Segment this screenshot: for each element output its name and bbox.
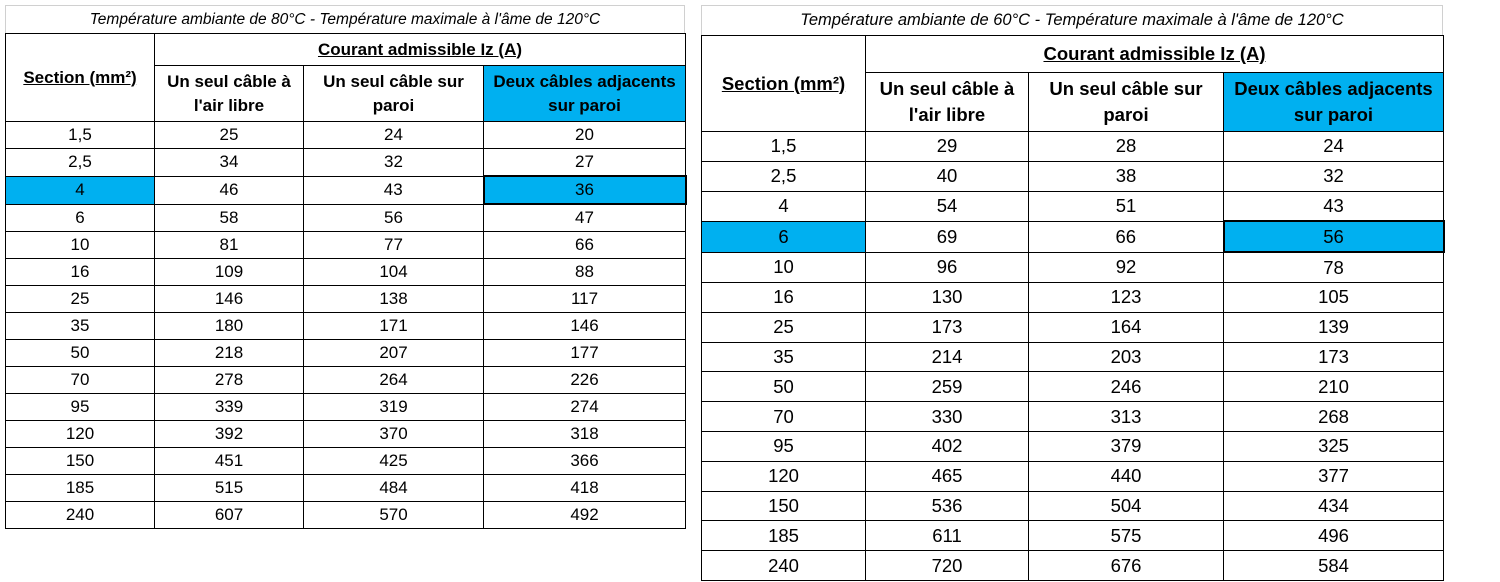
ampacity-cell: 171: [304, 313, 484, 340]
column-header: Deux câbles adjacents sur paroi: [1224, 73, 1444, 132]
ampacity-cell: 28: [1029, 132, 1224, 162]
table-row: [702, 252, 1444, 282]
section-cell: 70: [6, 367, 155, 394]
section-cell: 16: [6, 259, 155, 286]
table-row: [702, 191, 1444, 221]
section-cell: 150: [702, 491, 866, 521]
table-row: [702, 551, 1444, 581]
ampacity-cell: 32: [304, 149, 484, 177]
ampacity-cell: 515: [155, 475, 304, 502]
column-header: Un seul câble à l'air libre: [155, 66, 304, 122]
ampacity-cell: 25: [155, 122, 304, 149]
section-cell: 120: [702, 461, 866, 491]
ampacity-cell: 56: [304, 204, 484, 232]
table-row: [6, 232, 686, 259]
ampacity-cell: 123: [1029, 282, 1224, 312]
section-cell: 240: [702, 551, 866, 581]
table-row: [702, 221, 1444, 252]
column-header: Deux câbles adjacents sur paroi: [484, 66, 686, 122]
ampacity-cell: 66: [1029, 221, 1224, 252]
table-row: [6, 394, 686, 421]
ampacity-cell: 139: [1224, 312, 1444, 342]
ampacity-cell: 32: [1224, 161, 1444, 191]
ampacity-cell: 138: [304, 286, 484, 313]
column-header: Un seul câble sur paroi: [1029, 73, 1224, 132]
table-row: [702, 132, 1444, 162]
ampacity-cell: 584: [1224, 551, 1444, 581]
ampacity-cell: 392: [155, 421, 304, 448]
ampacity-cell: 69: [866, 221, 1029, 252]
ampacity-table: [701, 35, 1445, 581]
section-header: Section (mm²): [6, 34, 155, 122]
table-row: [702, 312, 1444, 342]
ampacity-cell: 418: [484, 475, 686, 502]
ampacity-cell: 278: [155, 367, 304, 394]
ampacity-cell: 180: [155, 313, 304, 340]
ampacity-cell: 81: [155, 232, 304, 259]
table-row: [702, 282, 1444, 312]
table-row: [702, 461, 1444, 491]
ampacity-cell: 377: [1224, 461, 1444, 491]
ampacity-cell: 146: [155, 286, 304, 313]
header-row: [6, 34, 686, 66]
section-cell: 240: [6, 502, 155, 529]
ampacity-cell: 676: [1029, 551, 1224, 581]
section-cell: 25: [702, 312, 866, 342]
ampacity-cell: 173: [1224, 342, 1444, 372]
ampacity-cell: 402: [866, 431, 1029, 461]
group-header: Courant admissible Iz (A): [866, 36, 1444, 73]
ampacity-cell: 88: [484, 259, 686, 286]
section-cell: 2,5: [6, 149, 155, 177]
section-cell: 16: [702, 282, 866, 312]
ampacity-cell: 496: [1224, 521, 1444, 551]
ampacity-cell: 109: [155, 259, 304, 286]
table-row: [702, 342, 1444, 372]
ampacity-cell: 451: [155, 448, 304, 475]
section-cell: 2,5: [702, 161, 866, 191]
table-row: [6, 502, 686, 529]
ampacity-cell: 27: [484, 149, 686, 177]
section-cell: 6: [702, 221, 866, 252]
ampacity-cell: 24: [1224, 132, 1444, 162]
table-row: [702, 521, 1444, 551]
table-row: [702, 402, 1444, 432]
group-header: Courant admissible Iz (A): [155, 34, 686, 66]
table-row: [6, 421, 686, 448]
ampacity-cell: 117: [484, 286, 686, 313]
section-cell: 50: [6, 340, 155, 367]
column-header: Un seul câble sur paroi: [304, 66, 484, 122]
ampacity-cell: 366: [484, 448, 686, 475]
table-row: [6, 176, 686, 204]
section-header: Section (mm²): [702, 36, 866, 132]
ampacity-cell: 607: [155, 502, 304, 529]
ampacity-cell: 66: [484, 232, 686, 259]
ampacity-cell: 173: [866, 312, 1029, 342]
ampacity-cell: 319: [304, 394, 484, 421]
table-row: [6, 122, 686, 149]
table-row: [6, 340, 686, 367]
ampacity-cell: 146: [484, 313, 686, 340]
ampacity-cell: 47: [484, 204, 686, 232]
table-row: [6, 204, 686, 232]
ampacity-cell: 40: [866, 161, 1029, 191]
table-row: [6, 259, 686, 286]
table-row: [6, 367, 686, 394]
ampacity-cell: 96: [866, 252, 1029, 282]
ampacity-cell: 38: [1029, 161, 1224, 191]
ampacity-cell: 77: [304, 232, 484, 259]
table-row: [702, 372, 1444, 402]
ampacity-cell: 720: [866, 551, 1029, 581]
column-header: Un seul câble à l'air libre: [866, 73, 1029, 132]
ampacity-cell: 440: [1029, 461, 1224, 491]
ampacity-cell: 274: [484, 394, 686, 421]
table-title: Température ambiante de 60°C - Température maximale à l'âme de 120°C: [701, 5, 1443, 35]
ampacity-cell: 484: [304, 475, 484, 502]
ampacity-cell: 504: [1029, 491, 1224, 521]
section-cell: 95: [702, 431, 866, 461]
table-panel-80c: [5, 5, 685, 529]
table-title: Température ambiante de 80°C - Température maximale à l'âme de 120°C: [5, 5, 685, 33]
ampacity-cell: 465: [866, 461, 1029, 491]
section-cell: 10: [702, 252, 866, 282]
ampacity-cell: 130: [866, 282, 1029, 312]
header-row: [702, 36, 1444, 73]
section-cell: 50: [702, 372, 866, 402]
section-cell: 70: [702, 402, 866, 432]
section-cell: 185: [702, 521, 866, 551]
ampacity-cell: 105: [1224, 282, 1444, 312]
section-cell: 1,5: [702, 132, 866, 162]
table-row: [6, 448, 686, 475]
ampacity-cell: 611: [866, 521, 1029, 551]
ampacity-cell: 104: [304, 259, 484, 286]
ampacity-cell: 318: [484, 421, 686, 448]
ampacity-cell: 536: [866, 491, 1029, 521]
ampacity-cell: 218: [155, 340, 304, 367]
ampacity-cell: 51: [1029, 191, 1224, 221]
ampacity-cell: 492: [484, 502, 686, 529]
ampacity-cell: 210: [1224, 372, 1444, 402]
ampacity-cell: 92: [1029, 252, 1224, 282]
ampacity-cell: 259: [866, 372, 1029, 402]
ampacity-cell: 20: [484, 122, 686, 149]
section-cell: 95: [6, 394, 155, 421]
table-panel-60c: [701, 5, 1443, 581]
table-row: [702, 491, 1444, 521]
ampacity-table: [5, 33, 687, 529]
ampacity-cell: 339: [155, 394, 304, 421]
ampacity-cell: 56: [1224, 221, 1444, 252]
table-row: [6, 313, 686, 340]
ampacity-cell: 177: [484, 340, 686, 367]
table-row: [702, 431, 1444, 461]
ampacity-cell: 226: [484, 367, 686, 394]
ampacity-cell: 164: [1029, 312, 1224, 342]
section-cell: 120: [6, 421, 155, 448]
table-row: [6, 475, 686, 502]
ampacity-cell: 330: [866, 402, 1029, 432]
section-cell: 10: [6, 232, 155, 259]
ampacity-cell: 370: [304, 421, 484, 448]
ampacity-cell: 78: [1224, 252, 1444, 282]
ampacity-cell: 34: [155, 149, 304, 177]
section-cell: 35: [702, 342, 866, 372]
ampacity-cell: 268: [1224, 402, 1444, 432]
ampacity-cell: 46: [155, 176, 304, 204]
ampacity-cell: 43: [1224, 191, 1444, 221]
ampacity-cell: 425: [304, 448, 484, 475]
table-row: [702, 161, 1444, 191]
ampacity-cell: 264: [304, 367, 484, 394]
section-cell: 35: [6, 313, 155, 340]
section-cell: 4: [6, 176, 155, 204]
ampacity-cell: 570: [304, 502, 484, 529]
ampacity-cell: 325: [1224, 431, 1444, 461]
section-cell: 4: [702, 191, 866, 221]
table-row: [6, 286, 686, 313]
section-cell: 6: [6, 204, 155, 232]
section-cell: 150: [6, 448, 155, 475]
ampacity-cell: 29: [866, 132, 1029, 162]
ampacity-cell: 43: [304, 176, 484, 204]
section-cell: 1,5: [6, 122, 155, 149]
ampacity-cell: 313: [1029, 402, 1224, 432]
ampacity-cell: 58: [155, 204, 304, 232]
ampacity-cell: 203: [1029, 342, 1224, 372]
ampacity-cell: 379: [1029, 431, 1224, 461]
ampacity-cell: 246: [1029, 372, 1224, 402]
ampacity-cell: 36: [484, 176, 686, 204]
section-cell: 185: [6, 475, 155, 502]
section-cell: 25: [6, 286, 155, 313]
ampacity-cell: 54: [866, 191, 1029, 221]
ampacity-cell: 214: [866, 342, 1029, 372]
ampacity-cell: 575: [1029, 521, 1224, 551]
ampacity-cell: 24: [304, 122, 484, 149]
table-row: [6, 149, 686, 177]
ampacity-cell: 434: [1224, 491, 1444, 521]
ampacity-cell: 207: [304, 340, 484, 367]
